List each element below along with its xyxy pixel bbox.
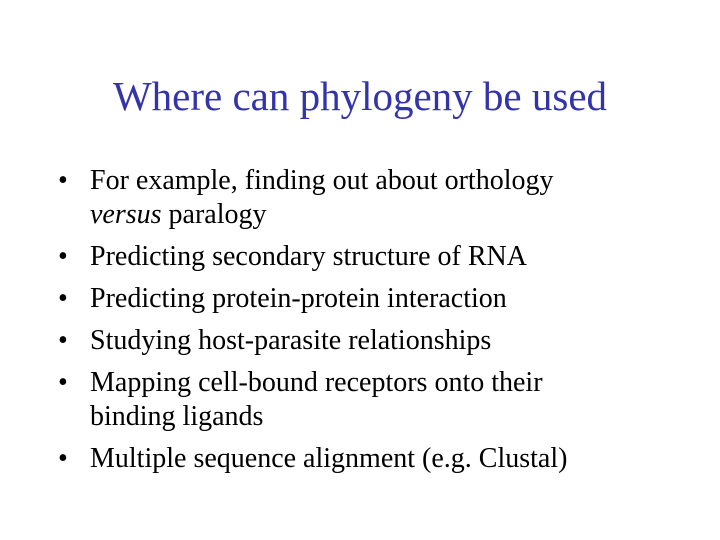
bullet-text-fragment: paralogy [161,199,267,230]
bullet-item-receptors [58,366,698,434]
bullet-item-host-parasite [58,324,698,358]
bullet-item-protein-interaction [58,282,698,316]
bullet-text-line: binding ligands [90,401,264,432]
bullet-text-line: Predicting protein-protein interaction [90,283,507,314]
bullet-symbol: • [58,367,68,398]
bullet-text-line: For example, finding out about orthology [90,165,554,196]
bullet-symbol: • [58,325,68,356]
bullet-symbol: • [58,443,68,474]
bullet-symbol: • [58,165,68,196]
bullet-text-line [90,198,698,232]
bullet-text-line: Multiple sequence alignment (e.g. Clustal) [90,443,568,474]
bullet-text-line: Predicting secondary structure of RNA [90,241,527,272]
bullet-item-rna-structure [58,240,698,274]
bullet-text-line: Studying host-parasite relationships [90,325,492,356]
italic-term: versus [90,199,162,230]
bullet-text-line: Mapping cell-bound receptors onto their [90,367,543,398]
bullet-symbol: • [58,283,68,314]
bullet-item-orthology [58,164,698,232]
slide-title: Where can phylogeny be used [112,73,608,119]
bullet-list [58,164,698,484]
bullet-symbol: • [58,241,68,272]
bullet-item-msa [58,442,698,476]
